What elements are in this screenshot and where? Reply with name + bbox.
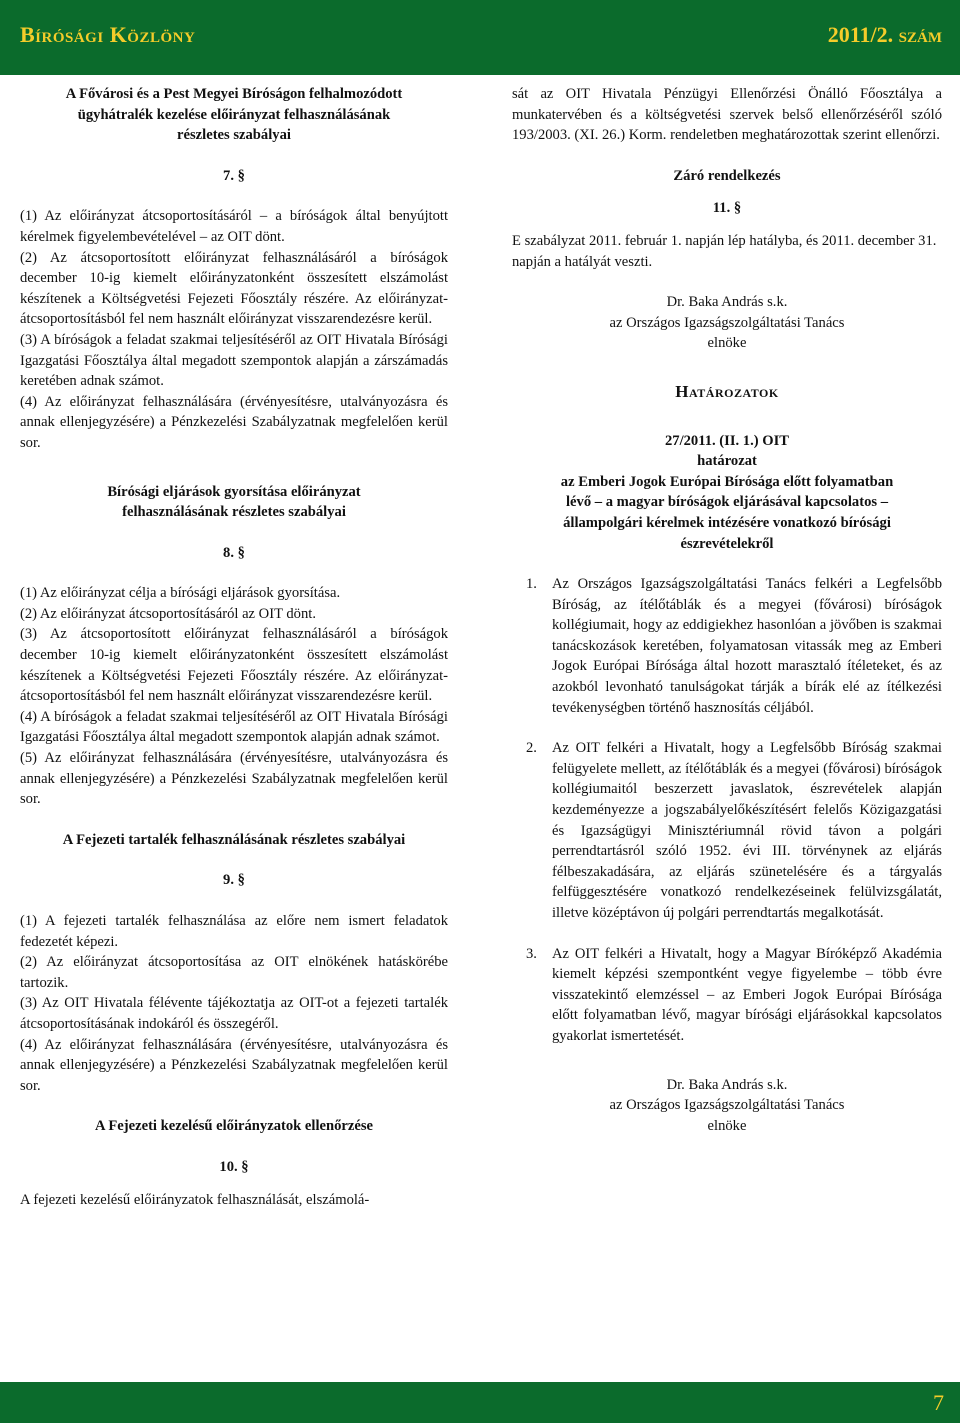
issue-number bbox=[828, 22, 942, 48]
decision-title bbox=[512, 431, 942, 555]
signatory-role: az Országos Igazságszolgáltatási Tanács bbox=[609, 1097, 845, 1114]
item-text: Az OIT felkéri a Hivatalt, hogy a Magyar Bíróképző Akadémia kiemelt képzési szempontként vegye figyelembe – több évre visszatekintő elemzéssel – az Emberi Jogok Európai Bírósága előtt folyamatban lévő, magyar bírósági eljárásokkal kapcsolatos gyakorlat ismertetését. bbox=[552, 945, 942, 1044]
paragraph: (4) Az előirányzat felhasználására (érvényesítésre, utalványozásra és annak ellenjegyzésére) a Pénzkezelési Szabályzatnak megfelelően kerül sor. bbox=[20, 1036, 448, 1094]
paragraph-number-9: 9. § bbox=[223, 872, 245, 889]
paragraph: (3) A bíróságok a feladat szakmai teljesítéséről az OIT Hivatala Bírósági Igazgatási Főosztálya által megadott szempontok alapján a zárszámadás keretében adnak számot. bbox=[20, 331, 448, 390]
page-footer bbox=[0, 1382, 960, 1423]
paragraph: (5) Az előirányzat felhasználására (érvényesítésre, utalványozásra és annak ellenjegyzésére) a Pénzkezelési Szabályzatnak megfelelően kerül sor. bbox=[20, 750, 448, 808]
journal-title: Bírósági Közlöny bbox=[20, 22, 196, 47]
paragraph-number-7: 7. § bbox=[223, 167, 245, 184]
issue-num: 2011/2. bbox=[827, 22, 894, 47]
paragraph-number-8: 8. § bbox=[223, 544, 245, 561]
list-item bbox=[512, 738, 942, 923]
paragraph: E szabályzat 2011. február 1. napján lép hatályba, és 2011. december 31. napján a hatályát veszti. bbox=[512, 232, 937, 270]
title-line: az Emberi Jogok Európai Bírósága előtt folyamatban bbox=[560, 473, 894, 490]
decision-items bbox=[512, 574, 942, 1046]
paragraph: (4) Az előirányzat felhasználására (érvényesítésre, utalványozásra és annak ellenjegyzésére) a Pénzkezelési Szabályzatnak megfelelően kerül sor. bbox=[20, 393, 448, 451]
title-line: észrevételekről bbox=[680, 535, 774, 552]
section-title-3: A Fejezeti tartalék felhasználásának részletes szabályai bbox=[62, 831, 406, 848]
title-line: részletes szabályai bbox=[177, 127, 291, 144]
paragraph: (2) Az előirányzat átcsoportosításáról az OIT dönt. bbox=[20, 605, 316, 622]
paragraph: sát az OIT Hivatala Pénzügyi Ellenőrzési Önálló Főosztálya a munkatervében és a költségvetési szervek belső ellenőrzéséről szóló 193/2003. (XI. 26.) Korm. rendeletben meghatározottak szerint ellenőrzi. bbox=[512, 86, 942, 144]
paragraph: (1) Az előirányzat átcsoportosításáról – a bíróságok által benyújtott kérelmek figyelembevételével – az OIT dönt. bbox=[20, 208, 448, 245]
issue-word: szám bbox=[898, 22, 942, 47]
item-number: 3. bbox=[526, 945, 537, 962]
signature-block-1 bbox=[512, 292, 942, 354]
signatory-title: elnöke bbox=[707, 335, 747, 352]
signatory-title: elnöke bbox=[707, 1117, 747, 1134]
paragraph-number-10: 10. § bbox=[219, 1158, 249, 1175]
section-title-2 bbox=[20, 482, 448, 523]
paragraph: (3) Az átcsoportosított előirányzat felhasználásáról a bíróságok december 10-ig kiemelt előirányzatonként összesített elszámolást készítenek a Költségvetési Fejezeti Főosztály részére. Az előirányzat-átcsoportosításból fel nem használt előirányzat visszarendezésre kerül. bbox=[20, 626, 448, 705]
title-line: A Fővárosi és a Pest Megyei Bíróságon felhalmozódott bbox=[65, 86, 403, 102]
decision-number: 27/2011. (II. 1.) OIT bbox=[664, 432, 790, 449]
list-item bbox=[512, 574, 942, 718]
left-column bbox=[20, 84, 448, 1210]
paragraph: (1) A fejezeti tartalék felhasználása az előre nem ismert feladatok fedezetét képezi. bbox=[20, 913, 448, 950]
item-text: Az Országos Igazságszolgáltatási Tanács felkéri a Legfelsőbb Bíróság, az ítélőtáblák és a megyei (fővárosi) bíróságok kollégiumait, hogy az eddigiekhez hasonlóan a jövőben is szakmai tanácskozások keretében, folyamatosan vitassák meg az Emberi Jogok Európai Bírósága által hozott marasztaló ítéleteket, és az azokból levonható tanulságokat tárják a bírák elé az ítélkezési tevékenységben történő hasznosítás céljából. bbox=[552, 576, 942, 716]
title-line: Bírósági eljárások gyorsítása előirányzat bbox=[107, 483, 361, 500]
right-column bbox=[512, 84, 942, 1136]
item-number: 1. bbox=[526, 576, 537, 593]
section-title-1 bbox=[20, 84, 448, 146]
paragraph-number-11: 11. § bbox=[712, 200, 742, 217]
paragraph: (1) Az előirányzat célja a bírósági eljárások gyorsítása. bbox=[20, 585, 341, 602]
signatory-name: Dr. Baka András s.k. bbox=[666, 294, 788, 311]
decision-type: határozat bbox=[697, 453, 757, 470]
signatory-name: Dr. Baka András s.k. bbox=[666, 1076, 788, 1093]
paragraph: (2) Az átcsoportosított előirányzat felhasználásáról a bíróságok december 10-ig kiemelt előirányzatonként összesített elszámolást készítenek a Költségvetési Fejezeti Főosztály részére. Az előirányzat-átcsoportosításból fel nem használt előirányzat visszarendezésre kerül. bbox=[20, 249, 448, 328]
paragraph: (4) A bíróságok a feladat szakmai teljesítéséről az OIT Hivatala Bírósági Igazgatási Főosztálya által megadott szempontok alapján adnak számot. bbox=[20, 708, 448, 746]
decisions-heading: Határozatok bbox=[675, 381, 779, 401]
title-line: állampolgári kérelmek intézésére vonatkozó bírósági bbox=[563, 514, 891, 531]
title-line: ügyhátralék kezelése előirányzat felhasználásának bbox=[77, 106, 391, 123]
page-number: 7 bbox=[933, 1390, 944, 1415]
paragraph: A fejezeti kezelésű előirányzatok felhasználását, elszámolá- bbox=[20, 1191, 370, 1208]
item-number: 2. bbox=[526, 740, 537, 757]
title-line: felhasználásának részletes szabályai bbox=[122, 504, 346, 521]
list-item bbox=[512, 944, 942, 1047]
paragraph: (3) Az OIT Hivatala félévente tájékoztatja az OIT-ot a fejezeti tartalék átcsoportosításának indokáról és összegéről. bbox=[20, 995, 448, 1032]
signatory-role: az Országos Igazságszolgáltatási Tanács bbox=[609, 314, 845, 331]
paragraph: (2) Az előirányzat átcsoportosítása az OIT elnökének hatáskörébe tartozik. bbox=[20, 954, 448, 991]
signature-block-2 bbox=[512, 1075, 942, 1137]
closing-provisions-title: Záró rendelkezés bbox=[673, 167, 781, 184]
title-line: lévő – a magyar bíróságok eljárásával kapcsolatos – bbox=[565, 494, 888, 511]
page-header bbox=[0, 0, 960, 75]
item-text: Az OIT felkéri a Hivatalt, hogy a Legfelsőbb Bíróság szakmai felügyelete mellett, az ítélőtáblák és a megyei (fővárosi) bíróságok kollégiumaitól beszerzett javaslatok, észrevételek alapján kezdeményezze a jogszabályelőkészítésért felelős Közigazgatási és Igazságügyi Minisztériumnál rövid távon a polgári perrendtartásról szóló 1952. évi III. törvénynek az eljárás félbeszakadására, az eljárás szünetelésére és a tárgyalás felfüggesztésére vonatkozó rendelkezéseinek felülvizsgálatát, illetve középtávon új polgári perrendtartás megalkotását. bbox=[552, 740, 942, 921]
section-title-4: A Fejezeti kezelésű előirányzatok ellenőrzése bbox=[95, 1118, 373, 1135]
